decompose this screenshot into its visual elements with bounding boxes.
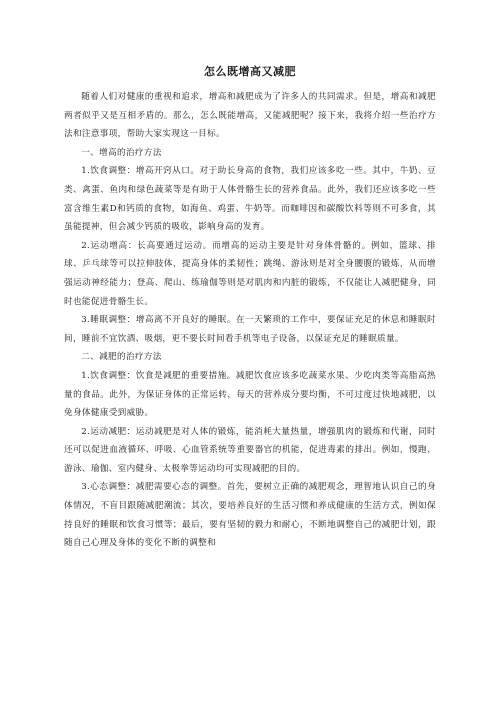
document-title: 怎么既增高又减肥 — [204, 65, 296, 78]
weight-loss-diet-paragraph: 1.饮食调整：饮食是减肥的重要措施。减肥饮食应该多吃蔬菜水果、少吃肉类等高脂高热量的食品。此外，为保证身体的正常运转，每天的营养成分要均衡，不可过度过快地减肥，以免身体健康受到威胁。 — [64, 370, 436, 419]
height-sleep-paragraph: 3.睡眠调整：增高离不开良好的睡眠。在一天繁琐的工作中，要保证充足的休息和睡眠时间，睡前不宜饮酒、吸烟，更不要长时间看手机等电子设备，以保证充足的睡眠质量。 — [64, 315, 436, 344]
document-page — [64, 64, 436, 553]
intro-paragraph: 随着人们对健康的重视和追求，增高和减肥成为了许多人的共同需求。但是，增高和减肥两者似乎又是互相矛盾的。那么，怎么既能增高，又能减肥呢？接下来，我将介绍一些治疗方法和注意事项，帮助大家实现这一目标。 — [64, 92, 436, 140]
weight-loss-exercise-paragraph: 2.运动减肥：运动减肥是对人体的锻炼，能消耗大量热量，增强肌肉的锻炼和代谢，同时还可以促进血液循环、呼吸、心血管系统等重要器官的机能，促进毒素的排出。例如，慢跑、游泳、瑜伽、室内健身、太极拳等运动均可实现减肥的目的。 — [64, 426, 436, 474]
height-exercise-paragraph: 2.运动增高：长高要通过运动。而增高的运动主要是针对身体骨骼的。例如，篮球、排球、乒乓球等可以拉伸肢体，提高身体的柔韧性；跳绳、游泳则是对全身腰腹的锻炼，从而增强运动神经能力；登高、爬山、练瑜伽等则是对肌肉和内脏的锻炼，不仅能让人减肥健身，同时也能促进骨骼生长。 — [64, 240, 436, 307]
height-diet-paragraph: 1.饮食调整：增高开窍从口。对于助长身高的食物，我们应该多吃一些。其中，牛奶、豆类、禽蛋、鱼肉和绿色蔬菜等是有助于人体骨骼生长的营养食品。此外，我们还应该多吃一些富含维生素D和钙质的食物，如海鱼、鸡蛋、牛奶等。而咖啡因和碳酸饮料等则不可多食，其虽能提神，但会减少钙质的吸收，影响身高的发育。 — [64, 166, 436, 233]
section-heading-height: 一、增高的治疗方法 — [81, 147, 162, 158]
weight-loss-mindset-paragraph: 3.心态调整：减肥需要心态的调整。首先，要树立正确的减肥观念，理智地认识自己的身体情况，不盲目跟随减肥潮流；其次，要培养良好的生活习惯和养成健康的生活方式，例如保持良好的睡眠和饮食习惯等；最后，要有坚韧的毅力和耐心，不断地调整自己的减肥计划，跟随自己心理及身体的变化不断的调整和 — [64, 482, 436, 549]
section-heading-weight-loss: 二、减肥的治疗方法 — [81, 352, 162, 363]
